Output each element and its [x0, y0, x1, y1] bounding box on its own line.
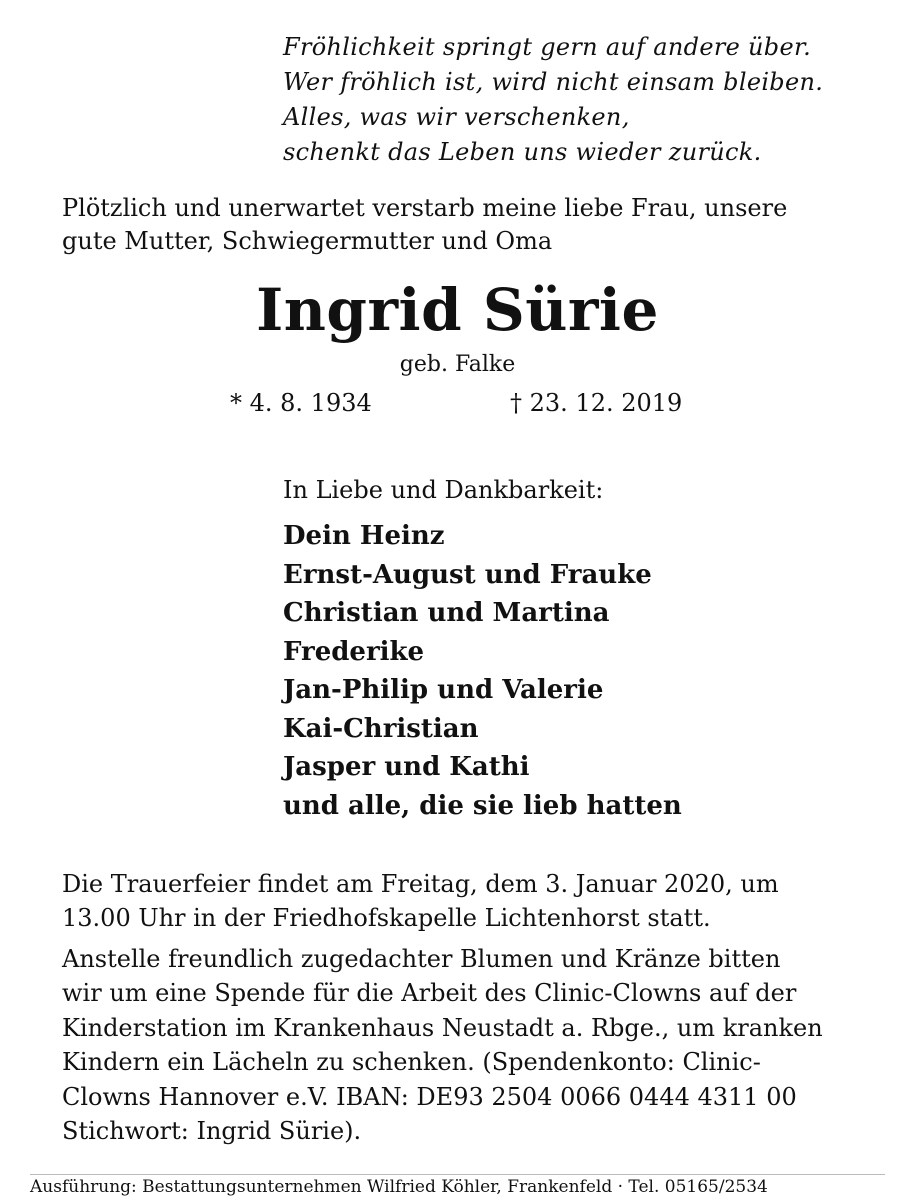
poem: [283, 30, 893, 170]
mourner-name: Christian und Martina: [283, 598, 610, 628]
donation-line: Anstelle freundlich zugedachter Blumen und Kränze bitten: [62, 945, 781, 973]
donation-line: Kindern ein Lächeln zu schenken. (Spendenkonto: Clinic-: [62, 1048, 761, 1077]
announcement-line: Plötzlich und unerwartet verstarb meine liebe Frau, unsere: [62, 194, 788, 222]
donation-line: Kinderstation im Krankenhaus Neustadt a. Rbge., um kranken: [62, 1013, 823, 1042]
mourner-name: Frederike: [283, 636, 425, 667]
birth-date: * 4. 8. 1934: [230, 389, 372, 417]
donation-line: Clowns Hannover e.V. IBAN: DE93 2504 0066 0444 4311 00: [62, 1082, 797, 1111]
poem-line: Wer fröhlich ist, wird nicht einsam bleiben.: [283, 68, 824, 96]
announcement-line: gute Mutter, Schwiegermutter und Oma: [62, 227, 553, 255]
poem-line: Alles, was wir verschenken,: [283, 103, 630, 131]
poem-line: schenkt das Leben uns wieder zurück.: [283, 138, 762, 166]
death-date: † 23. 12. 2019: [510, 389, 683, 417]
service-line: Die Trauerfeier findet am Freitag, dem 3. Januar 2020, um: [62, 870, 779, 898]
poem-line: Fröhlichkeit springt gern auf andere über.: [283, 33, 812, 61]
gratitude-line: In Liebe und Dankbarkeit:: [283, 476, 604, 504]
deceased-name: Ingrid Sürie: [256, 276, 659, 344]
mourner-name: Dein Heinz: [283, 521, 445, 551]
donation-request: [62, 942, 862, 1148]
mourners-list: [283, 517, 682, 825]
funeral-service-info: [62, 867, 862, 935]
donation-line: wir um eine Spende für die Arbeit des Clinic-Clowns auf der: [62, 979, 797, 1008]
service-line: 13.00 Uhr in der Friedhofskapelle Lichtenhorst statt.: [62, 904, 711, 932]
donation-line: Stichwort: Ingrid Sürie).: [62, 1117, 362, 1146]
maiden-name: geb. Falke: [399, 352, 516, 377]
death-announcement: [62, 192, 862, 258]
mourner-name: und alle, die sie lieb hatten: [283, 790, 682, 821]
mourner-name: Ernst-August und Frauke: [283, 559, 652, 590]
mourner-name: Jasper und Kathi: [283, 752, 530, 782]
mourner-name: Jan-Philip und Valerie: [283, 675, 604, 705]
mourner-name: Kai-Christian: [283, 713, 479, 744]
funeral-home-credit: Ausführung: Bestattungsunternehmen Wilfried Köhler, Frankenfeld · Tel. 05165/2534: [30, 1177, 768, 1197]
